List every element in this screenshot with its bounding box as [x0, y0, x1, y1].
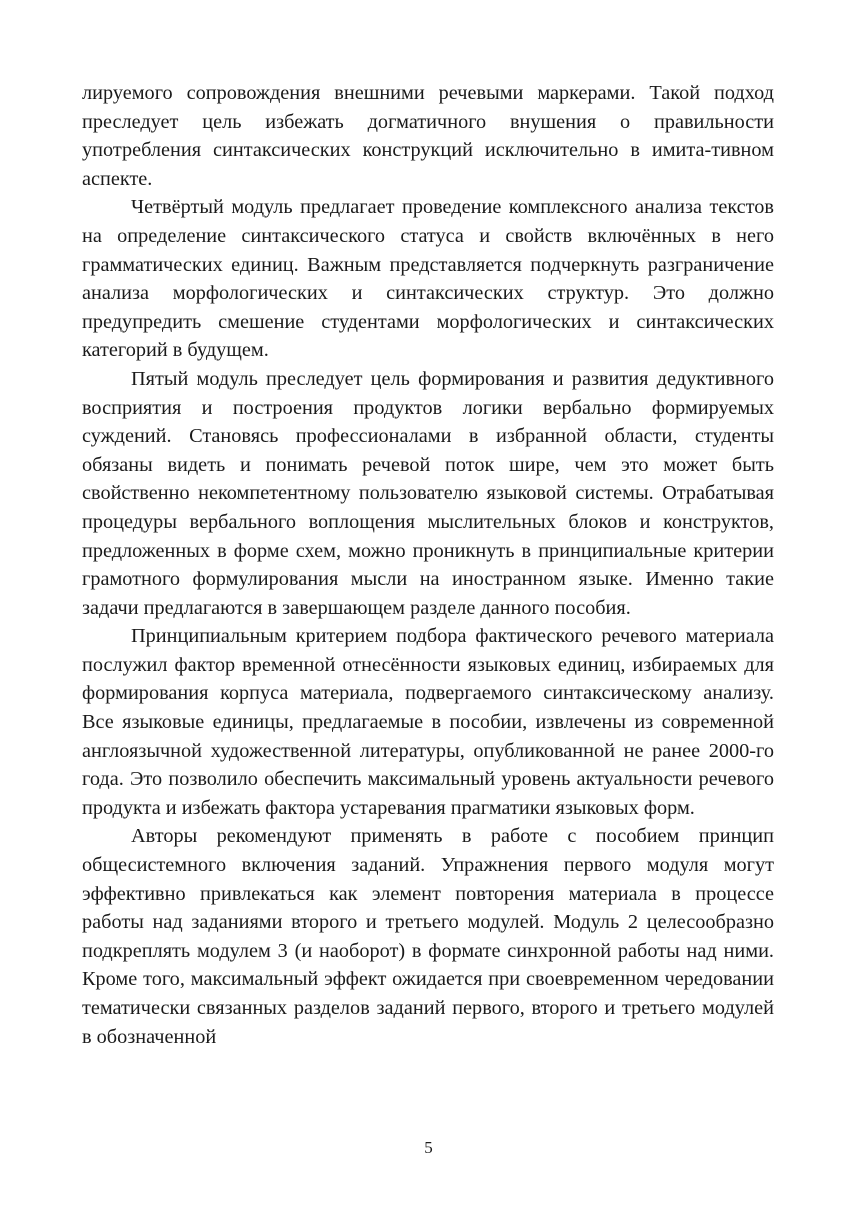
paragraph-3: Пятый модуль преследует цель формирования и развития дедуктивного восприятия и построения продуктов логики вербально формируемых суждений. Становясь профессионалами в избранной области, студенты обязаны видеть и понимать речевой поток шире, чем это может быть свойственно некомпетентному пользователю языковой системы. Отрабатывая процедуры вербального воплощения мыслительных блоков и конструктов, предложенных в форме схем, можно проникнуть в принципиальные критерии грамотного формулирования мысли на иностранном языке. Именно такие задачи предлагаются в завершающем разделе данного пособия.	[82, 367, 774, 619]
paragraph-5: Авторы рекомендуют применять в работе с пособием принцип общесистемного включения заданий. Упражнения первого модуля могут эффективно привлекаться как элемент повторения материала в процессе работы над заданиями второго и третьего модулей. Модуль 2 целесообразно подкреплять модулем 3 (и наоборот) в формате синхронной работы над ними. Кроме того, максимальный эффект ожидается при своевременном чередовании тематически связанных разделов заданий первого, второго и третьего модулей в обозначенной	[82, 825, 774, 1048]
body-text	[82, 79, 774, 1051]
paragraph-4: Принципиальным критерием подбора фактического речевого материала послужил фактор временной отнесённости языковых единиц, избираемых для формирования корпуса материала, подвергаемого синтаксическому анализу. Все языковые единицы, предлагаемые в пособии, извлечены из современной англоязычной художественной литературы, опубликованной не ранее 2000-го года. Это позволило обеспечить максимальный уровень актуальности речевого продукта и избежать фактора устаревания прагматики языковых форм.	[82, 625, 774, 819]
paragraph-2: Четвёртый модуль предлагает проведение комплексного анализа текстов на определение синтаксического статуса и свойств включённых в него грамматических единиц. Важным представляется подчеркнуть разграничение анализа морфологических и синтаксических структур. Это должно предупредить смешение студентами морфологических и синтаксических категорий в будущем.	[82, 196, 774, 362]
paragraph-1: лируемого сопровождения внешними речевыми маркерами. Такой подход преследует цель избежать догматичного внушения о правильности употребления синтаксических конструкций исключительно в имита-тивном аспекте.	[82, 82, 774, 190]
page-number: 5	[424, 1138, 433, 1157]
